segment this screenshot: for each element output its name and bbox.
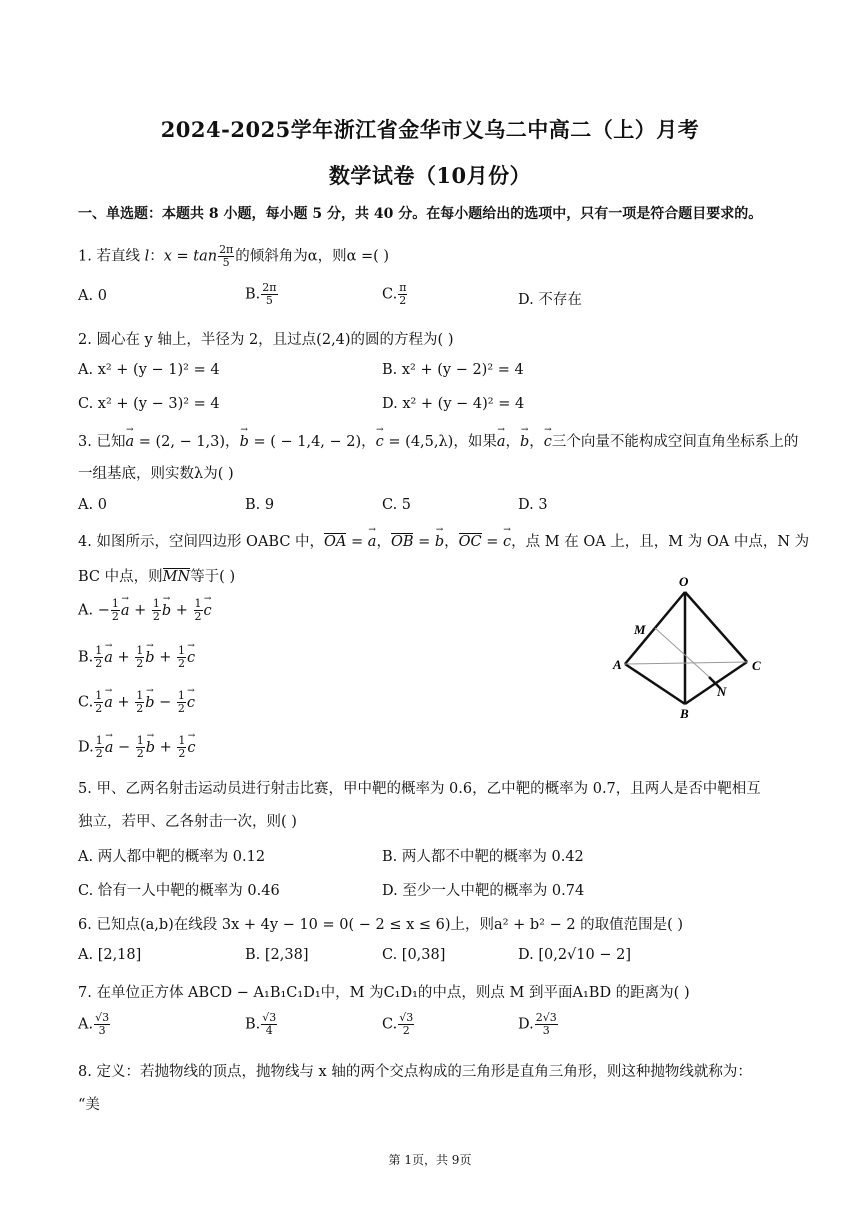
question-1-stem: 1. 若直线 l：x = tan $\frac{2\pi}{5}$ 的倾斜角为α，则α =( ) xyxy=(78,243,390,269)
question-1-option-b: B. $\frac{2\pi}{5}$ xyxy=(245,281,277,307)
question-7-option-c: C. $\frac{√3}{2}$ xyxy=(382,1011,414,1037)
question-4-option-b: B. $\frac{1}{2}$ → a + $\frac{1}{2}$ → b + $\frac{1}{2}$ → c xyxy=(78,645,195,670)
question-3-option-d: D. 3 xyxy=(518,497,548,513)
question-2-option-d: D. x² + (y − 4)² = 4 xyxy=(382,396,525,412)
question-6-option-c: C. [0,38] xyxy=(382,947,446,963)
question-7-option-a: A. $\frac{√3}{3}$ xyxy=(78,1011,110,1037)
fraction: $\frac{2\pi}{5}$ xyxy=(219,243,234,269)
label-M: M xyxy=(634,622,646,637)
question-5-stem-line1: 5. 甲、乙两名射击运动员进行射击比赛，甲中靶的概率为 0.6，乙中靶的概率为 0.7，且两人是否中靶相互 xyxy=(78,781,761,797)
question-6-option-a: A. [2,18] xyxy=(78,947,142,963)
question-5-option-c: C. 恰有一人中靶的概率为 0.46 xyxy=(78,883,280,899)
page-footer: 第 1页，共 9页 xyxy=(388,1153,472,1167)
question-4-stem-line1: 4. 如图所示，空间四边形 OABC 中，OA = → a，OB = → b，OC = → c，点 M 在 OA 上，且，M 为 OA 中点，N 为 xyxy=(78,530,809,551)
edge-OC xyxy=(685,592,747,662)
label-O: O xyxy=(679,574,689,589)
question-7-stem: 7. 在单位正方体 ABCD − A₁B₁C₁D₁中，M 为C₁D₁的中点，则点 M 到平面A₁BD 的距离为( ) xyxy=(78,985,690,1001)
question-3-option-a: A. 0 xyxy=(78,497,107,513)
question-6-option-d: D. [0,2√10 − 2] xyxy=(518,947,631,963)
question-2-option-a: A. x² + (y − 1)² = 4 xyxy=(78,362,220,378)
question-8-stem-line1: 8. 定义：若抛物线的顶点，抛物线与 x 轴的两个交点构成的三角形是直角三角形，则这种抛物线就称为： xyxy=(78,1064,752,1080)
tetrahedron-figure xyxy=(605,572,780,722)
question-3-option-c: C. 5 xyxy=(382,497,412,513)
label-C: C xyxy=(752,658,761,673)
question-2-option-c: C. x² + (y − 3)² = 4 xyxy=(78,396,220,412)
edge-AB xyxy=(625,664,685,704)
question-2-option-b: B. x² + (y − 2)² = 4 xyxy=(382,362,524,378)
question-2-stem: 2. 圆心在 y 轴上，半径为 2，且过点(2,4)的圆的方程为( ) xyxy=(78,332,454,348)
question-6-option-b: B. [2,38] xyxy=(245,947,309,963)
question-1-option-a: A. 0 xyxy=(78,288,107,304)
label-N: N xyxy=(717,684,727,699)
label-B: B xyxy=(680,706,689,721)
question-7-option-d: D. $\frac{2√3}{3}$ xyxy=(518,1011,557,1037)
question-4-stem-line2: BC 中点，则MN等于( ) xyxy=(78,569,236,585)
question-6-stem: 6. 已知点(a,b)在线段 3x + 4y − 10 = 0( − 2 ≤ x ≤ 6)上，则a² + b² − 2 的取值范围是( ) xyxy=(78,917,684,933)
question-5-option-b: B. 两人都不中靶的概率为 0.42 xyxy=(382,849,584,865)
label-A: A xyxy=(613,657,622,672)
question-1-option-c: C. $\frac{\pi}{2}$ xyxy=(382,281,407,307)
question-3-option-b: B. 9 xyxy=(245,497,275,513)
exam-title-line1: 2024-2025学年浙江省金华市义乌二中高二（上）月考 xyxy=(160,117,700,142)
section-heading: 一、单选题：本题共 8 小题，每小题 5 分，共 40 分。在每小题给出的选项中，只有一项是符合题目要求的。 xyxy=(78,206,763,222)
question-8-stem-line2: “美 xyxy=(78,1097,100,1113)
question-1-option-d: D. 不存在 xyxy=(518,292,582,308)
exam-title-line2: 数学试卷（10月份） xyxy=(328,163,532,188)
question-3-stem-line2: 一组基底，则实数λ为( ) xyxy=(78,466,234,482)
question-3-stem-line1: 3. 已知→ a = (2, − 1,3)，→ b = ( − 1,4, − 2)，→ c = (4,5,λ)，如果→ a，→ b，→ c三个向量不能构成空间直角坐标系上的 xyxy=(78,430,798,451)
question-5-stem-line2: 独立，若甲、乙各射击一次，则( ) xyxy=(78,814,297,830)
question-4-option-d: D. $\frac{1}{2}$ → a − $\frac{1}{2}$ → b + $\frac{1}{2}$ → c xyxy=(78,735,196,760)
question-4-option-a: A. − $\frac{1}{2}$ → a + $\frac{1}{2}$ → b + $\frac{1}{2}$ → c xyxy=(78,598,212,623)
question-5-option-d: D. 至少一人中靶的概率为 0.74 xyxy=(382,883,585,899)
question-5-option-a: A. 两人都中靶的概率为 0.12 xyxy=(78,849,266,865)
question-4-option-c: C. $\frac{1}{2}$ → a + $\frac{1}{2}$ → b − $\frac{1}{2}$ → c xyxy=(78,690,195,715)
question-7-option-b: B. $\frac{√3}{4}$ xyxy=(245,1011,277,1037)
